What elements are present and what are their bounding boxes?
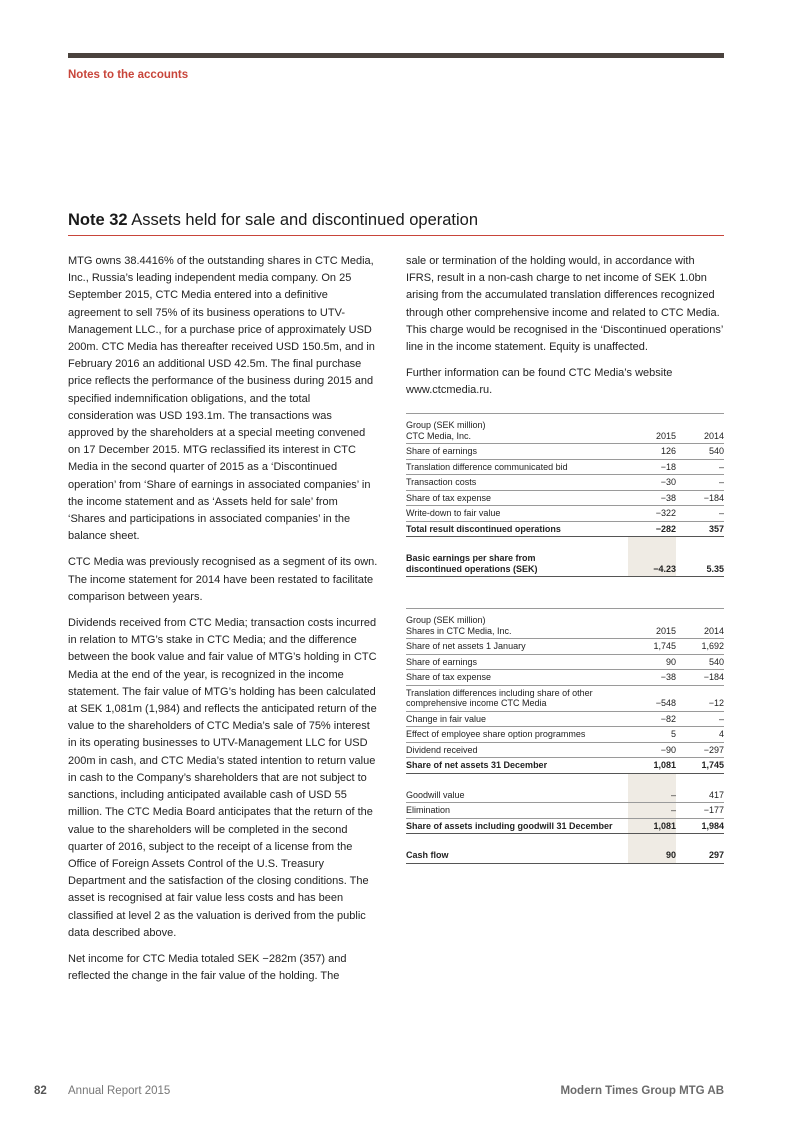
value-2015: 90 [628, 654, 676, 670]
discontinued-operations-table [406, 413, 724, 577]
note-number: Note 32 [68, 211, 128, 229]
note-title [68, 211, 478, 230]
row-label: Share of earnings [406, 444, 628, 460]
row-label: Share of earnings [406, 654, 628, 670]
row-label: Elimination [406, 803, 628, 819]
value-2015: −4.23 [628, 551, 676, 577]
eps-row [406, 551, 724, 577]
assets-total-row [406, 818, 724, 834]
table-header-row [406, 414, 724, 444]
row-label: Share of tax expense [406, 670, 628, 686]
paragraph: sale or termination of the holding would, in accordance with IFRS, result in a non-cash charge to net income of SEK 1.0bn arising from the accumulated translation differences recognized through other comprehensive income and related to CTC Media. This charge would be recognised in the ‘Discontinued operations’ line in the income statement. Equity is unaffected. [406, 255, 723, 354]
value-2015: 1,081 [628, 818, 676, 834]
value-2015: – [628, 803, 676, 819]
value-2014: 417 [676, 788, 724, 803]
spacer-row [406, 537, 724, 552]
row-label: Write-down to fair value [406, 506, 628, 522]
value-2015: −38 [628, 490, 676, 506]
header-label: Group (SEK million) [406, 420, 486, 430]
row-label: Dividend received [406, 742, 628, 758]
value-2014: – [676, 459, 724, 475]
shares-in-ctc-media-table [406, 608, 724, 864]
value-2014: −12 [676, 685, 724, 711]
table-row [406, 788, 724, 803]
value-2015: – [628, 788, 676, 803]
value-2014: 540 [676, 654, 724, 670]
row-label: Basic earnings per share from [406, 553, 536, 563]
table-row [406, 444, 724, 460]
table-row [406, 685, 724, 711]
row-label: Change in fair value [406, 711, 628, 727]
value-2014: −184 [676, 670, 724, 686]
value-2014: – [676, 475, 724, 491]
table-header-row [406, 609, 724, 639]
value-2014: – [676, 506, 724, 522]
table-row [406, 803, 724, 819]
paragraph: MTG owns 38.4416% of the outstanding shares in CTC Media, Inc., Russia’s leading independent media company. On 25 September 2015, CTC Media entered into a definitive agreement to sell 75% of its business operations to UTV-Management LLC., for a purchase price of approximately USD 200m. CTC Media has thereafter received USD 150.5m, and in February 2016 an additional USD 42.5m. The final purchase price reflects the performance of the business during 2015 and specified indemnification obligations, and the total consideration was USD 193.1m. The transactions was approved by the shareholders at a special meeting convened on 17 December 2015. MTG reclassified its interest in CTC Media in the second quarter of 2015 as a ‘Discontinued operation’ from ‘Share of earnings in associated companies’ in the income statement and as ‘Assets held for sale’ from ‘Shares and participations in associated companies’ in the balance sheet. [68, 255, 375, 543]
row-label: Share of assets including goodwill 31 December [406, 818, 628, 834]
header-year: 2014 [676, 414, 724, 444]
value-2015: −38 [628, 670, 676, 686]
table-row [406, 490, 724, 506]
value-2015: 126 [628, 444, 676, 460]
report-name: Annual Report 2015 [68, 1085, 171, 1097]
value-2014: 357 [676, 521, 724, 537]
row-label: Goodwill value [406, 788, 628, 803]
row-label-cont: discontinued operations (SEK) [406, 563, 538, 574]
row-label: Effect of employee share option programmes [406, 727, 628, 743]
header-label: Group (SEK million) [406, 615, 486, 625]
cash-flow-row [406, 848, 724, 863]
value-2015: 1,745 [628, 639, 676, 655]
spacer-row [406, 834, 724, 849]
value-2015: 5 [628, 727, 676, 743]
row-label: Share of net assets 1 January [406, 639, 628, 655]
note-title-text: Assets held for sale and discontinued operation [131, 211, 479, 229]
value-2014: 1,984 [676, 818, 724, 834]
paragraph: Net income for CTC Media totaled SEK −282m (357) and reflected the change in the fair value of the holding. The [68, 952, 347, 983]
row-label: Transaction costs [406, 475, 628, 491]
section-label: Notes to the accounts [68, 69, 189, 81]
total-row [406, 521, 724, 537]
value-2015: −548 [628, 685, 676, 711]
paragraph: Dividends received from CTC Media; transaction costs incurred in relation to MTG’s stake in CTC Media; and the difference between the book value and fair value of MTG’s holding in CTC Media at the end of the year, is recognized in the income statement. The fair value of MTG’s holding has been calculated at SEK 1,081m (1,984) and reflects the anticipated return of the value to the shareholders of CTC Media’s sale of 75% interest in its operating businesses to UTV-Management LLC for USD 200m in cash, and CTC Media’s stated intention to return value in cash to the Company’s shareholders that are not subject to sanctions, including anticipated available cash of USD 55 million. The CTC Media Board anticipates that the return of the value to the shareholders will be completed in the second quarter of 2016, subject to the receipt of a license from the Office of Foreign Assets Control of the U.S. Treasury Department and the satisfaction of the closing conditions. The asset is recognised at fair value less costs and has been classified at level 2 as the valuation is derived from the public data described above. [68, 617, 377, 939]
row-label: Translation differences including share of other [406, 687, 593, 698]
left-column [68, 253, 378, 994]
header-sublabel: Shares in CTC Media, Inc. [406, 625, 512, 636]
table-row [406, 459, 724, 475]
title-rule [68, 235, 724, 236]
value-2014: – [676, 711, 724, 727]
value-2015: −82 [628, 711, 676, 727]
value-2014: −297 [676, 742, 724, 758]
value-2015: −90 [628, 742, 676, 758]
value-2015: −282 [628, 521, 676, 537]
table-row [406, 670, 724, 686]
value-2014: 1,745 [676, 758, 724, 774]
spacer-row [406, 773, 724, 788]
value-2014: −184 [676, 490, 724, 506]
row-label-cont: comprehensive income CTC Media [406, 698, 547, 708]
page-number: 82 [34, 1085, 47, 1097]
company-name: Modern Times Group MTG AB [560, 1085, 724, 1097]
header-year: 2015 [628, 609, 676, 639]
value-2014: −177 [676, 803, 724, 819]
header-year: 2015 [628, 414, 676, 444]
value-2015: −30 [628, 475, 676, 491]
table-row [406, 727, 724, 743]
value-2015: 90 [628, 848, 676, 863]
value-2014: 4 [676, 727, 724, 743]
row-label: Total result discontinued operations [406, 521, 628, 537]
value-2014: 297 [676, 848, 724, 863]
table-row [406, 654, 724, 670]
header-year: 2014 [676, 609, 724, 639]
table-row [406, 711, 724, 727]
row-label: Translation difference communicated bid [406, 459, 628, 475]
top-rule [68, 53, 724, 58]
header-sublabel: CTC Media, Inc. [406, 430, 472, 441]
value-2015: −18 [628, 459, 676, 475]
value-2015: −322 [628, 506, 676, 522]
paragraph: Further information can be found CTC Media’s website www.ctcmedia.ru. [406, 367, 673, 397]
table-row [406, 506, 724, 522]
row-label: Share of net assets 31 December [406, 758, 628, 774]
table-row [406, 639, 724, 655]
paragraph: CTC Media was previously recognised as a segment of its own. The income statement for 2014 have been restated to facilitate comparison between years. [68, 556, 378, 603]
value-2014: 1,692 [676, 639, 724, 655]
value-2015: 1,081 [628, 758, 676, 774]
row-label: Share of tax expense [406, 490, 628, 506]
row-label: Cash flow [406, 848, 628, 863]
net-assets-row [406, 758, 724, 774]
right-column [406, 253, 724, 409]
value-2014: 540 [676, 444, 724, 460]
table-row [406, 475, 724, 491]
table-row [406, 742, 724, 758]
value-2014: 5.35 [676, 551, 724, 577]
